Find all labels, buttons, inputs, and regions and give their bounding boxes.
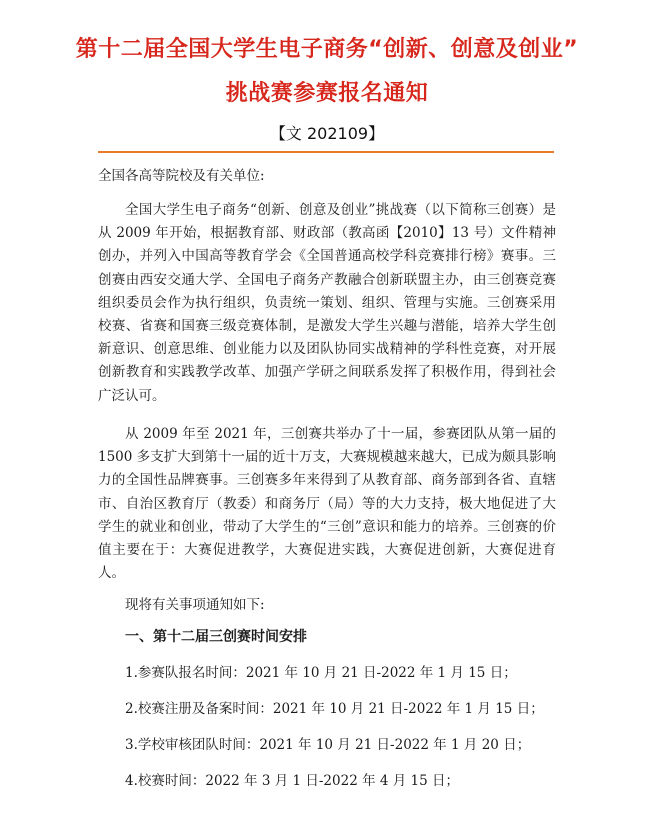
paragraph-intro: 全国大学生电子商务“创新、创意及创业”挑战赛（以下简称三创赛）是从 2009 年开始，根据教育部、财政部（教高函【2010】13 号）文件精神创办，并列入中国高等教育学会《全国普通高校学科竞赛排行榜》赛事。三创赛由西安交通大学、全国电子商务产教融合创新联盟主办，由三创赛竞赛组织委员会作为执行组织，负责统一策划、组织、管理与实施。三创赛采用校赛、省赛和国赛三级竞赛体制，是激发大学生兴趣与潜能，培养大学生创新意识、创意思维、创业能力以及团队协同实战精神的学科性竞赛，对开展创新教育和实践教学改革、加强产学研之间联系发挥了积极作用，得到社会广泛认可。 bbox=[98, 202, 556, 404]
schedule-item: 3.学校审核团队时间：2021 年 10 月 21 日-2022 年 1 月 20 日； bbox=[125, 737, 531, 753]
schedule-item: 4.校赛时间：2022 年 3 月 1 日-2022 年 4 月 15 日； bbox=[125, 773, 460, 789]
section-heading: 一、第十二届三创赛时间安排 bbox=[125, 629, 307, 645]
salutation: 全国各高等院校及有关单位: bbox=[98, 168, 265, 184]
schedule-item: 1.参赛队报名时间：2021 年 10 月 21 日-2022 年 1 月 15 日； bbox=[125, 665, 517, 681]
notice-line: 现将有关事项通知如下: bbox=[125, 597, 265, 613]
paragraph-history: 从 2009 年至 2021 年，三创赛共举办了十一届，参赛团队从第一届的 1500 多支扩大到第十一届的近十万支，大赛规模越来越大，已成为颇具影响力的全国性品牌赛事。三创赛多年来得到了从教育部、商务部到各省、直辖市、自治区教育厅（教委）和商务厅（局）等的大力支持，极大地促进了大学生的就业和创业，带动了大学生的“三创”意识和能力的培养。三创赛的价值主要在于：大赛促进教学，大赛促进实践，大赛促进创新，大赛促进育人。 bbox=[98, 426, 556, 582]
document-number: 【文 202109】 bbox=[269, 124, 385, 143]
header-divider bbox=[98, 151, 554, 153]
schedule-item: 2.校赛注册及备案时间：2021 年 10 月 21 日-2022 年 1 月 15 日； bbox=[125, 701, 544, 717]
title-line-2: 挑战赛参赛报名通知 bbox=[225, 81, 429, 106]
title-line-1: 第十二届全国大学生电子商务“创新、创意及创业” bbox=[75, 37, 579, 62]
